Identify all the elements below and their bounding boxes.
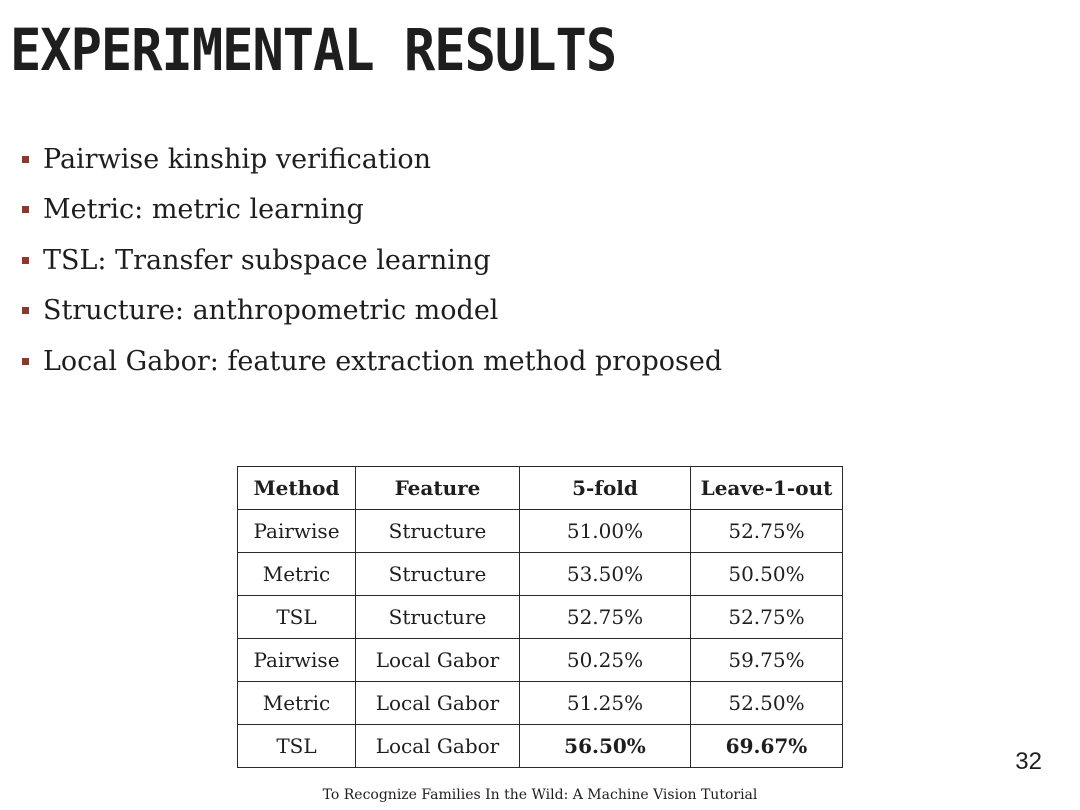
cell-method: Metric [238,682,356,725]
bullet-item [22,134,722,185]
square-bullet-icon [22,206,29,213]
table-row [238,553,843,596]
cell-5-fold: 52.75% [520,596,691,639]
cell-leave-1-out: 52.75% [691,596,843,639]
square-bullet-icon [22,358,29,365]
bullet-text: Local Gabor: feature extraction method proposed [43,345,723,377]
table-row [238,682,843,725]
cell-leave-1-out: 59.75% [691,639,843,682]
header-feature: Feature [356,467,520,510]
bullet-text: Metric: metric learning [43,194,364,226]
cell-leave-1-out-best: 69.67% [691,725,843,768]
header-method: Method [238,467,356,510]
table-header-row [238,467,843,510]
bullet-list [22,134,722,387]
slide-title: EXPERIMENTAL RESULTS [10,17,617,85]
table-row [238,639,843,682]
cell-feature: Structure [356,510,520,553]
cell-feature: Local Gabor [356,639,520,682]
cell-feature: Structure [356,596,520,639]
square-bullet-icon [22,257,29,264]
cell-feature: Structure [356,553,520,596]
cell-feature: Local Gabor [356,682,520,725]
cell-5-fold: 53.50% [520,553,691,596]
cell-method: TSL [238,596,356,639]
header-5-fold: 5-fold [520,467,691,510]
bullet-item [22,235,722,286]
square-bullet-icon [22,307,29,314]
cell-5-fold: 51.25% [520,682,691,725]
bullet-text: Structure: anthropometric model [43,295,499,327]
header-leave-1-out: Leave-1-out [691,467,843,510]
bullet-text: TSL: Transfer subspace learning [43,244,491,276]
square-bullet-icon [22,156,29,163]
results-table [237,466,843,768]
bullet-item [22,185,722,236]
page-number: 32 [1015,748,1042,775]
cell-5-fold: 51.00% [520,510,691,553]
footer-text: To Recognize Families In the Wild: A Machine Vision Tutorial [322,787,758,803]
cell-feature: Local Gabor [356,725,520,768]
bullet-text: Pairwise kinship verification [43,143,432,175]
cell-5-fold-best: 56.50% [520,725,691,768]
cell-leave-1-out: 52.50% [691,682,843,725]
cell-method: Metric [238,553,356,596]
cell-5-fold: 50.25% [520,639,691,682]
table-row [238,725,843,768]
cell-method: TSL [238,725,356,768]
bullet-item [22,336,722,387]
table-row [238,510,843,553]
cell-method: Pairwise [238,510,356,553]
cell-leave-1-out: 50.50% [691,553,843,596]
cell-method: Pairwise [238,639,356,682]
table-row [238,596,843,639]
bullet-item [22,286,722,337]
footer-caption [0,787,1080,803]
cell-leave-1-out: 52.75% [691,510,843,553]
